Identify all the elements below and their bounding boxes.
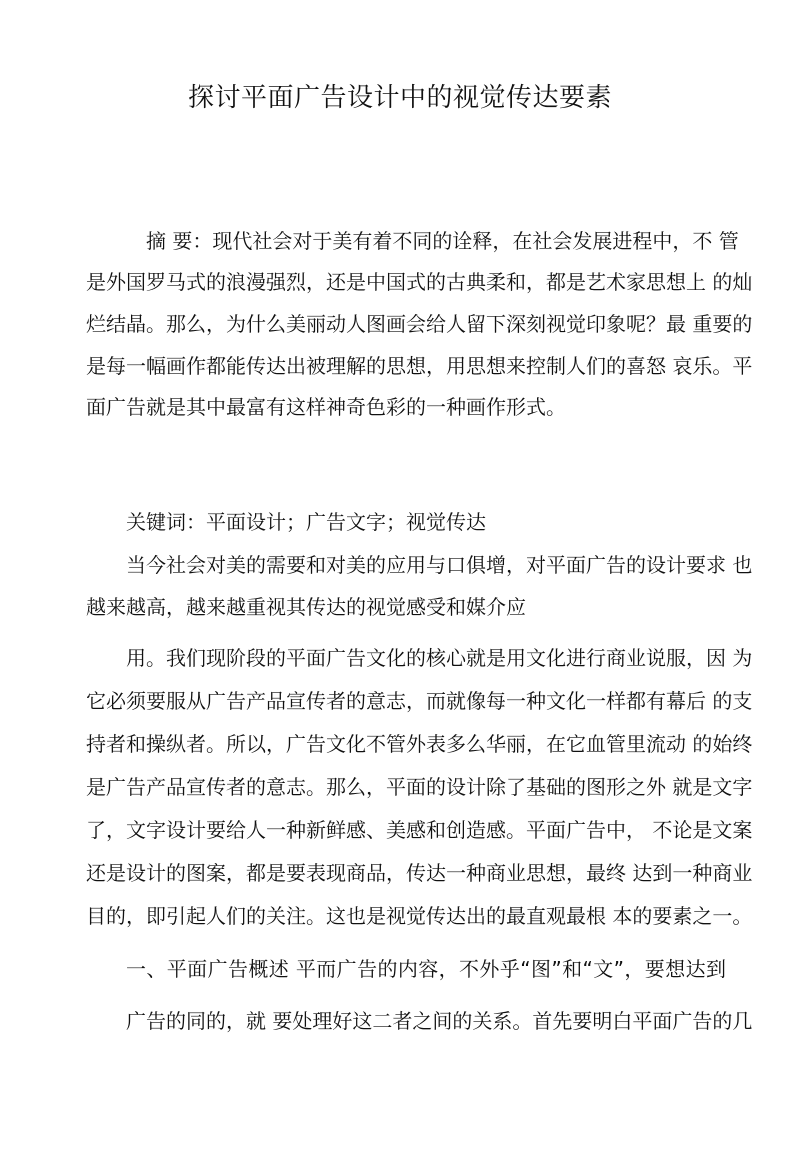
body-line: 当今社会对美的需要和对美的应用与口俱增，对平面广告的设计要求 也 <box>126 553 753 577</box>
keywords: 关键词：平面设计；广告文字；视觉传达 <box>126 510 486 534</box>
body-line: 目的，即引起人们的关注。这也是视觉传达出的最直观最根 本的要素之一。 <box>86 904 753 928</box>
body-line: 越来越高，越来越重视其传达的视觉感受和媒介应 <box>86 595 526 619</box>
abstract-line: 是外国罗马式的浪漫强烈，还是中国式的古典柔和，都是艺术家思想上 的灿 <box>86 270 753 294</box>
body-line: 还是设计的图案，都是要表现商品，传达一种商业思想，最终 达到一种商业 <box>86 861 753 885</box>
abstract-line: 面广告就是其中最富有这样神奇色彩的一种画作形式。 <box>86 395 566 419</box>
body-line: 用。我们现阶段的平面广告文化的核心就是用文化进行商业说服，因 为 <box>126 646 753 670</box>
body-line: 是广告产品宣传者的意志。那么，平面的设计除了基础的图形之外 就是文字 <box>86 775 753 799</box>
abstract-line: 摘 要：现代社会对于美有着不同的诠释，在社会发展进程中，不 管 <box>146 229 739 253</box>
document-title: 探讨平面广告设计中的视觉传达要素 <box>187 83 612 113</box>
abstract-line: 是每一幅画作都能传达出被理解的思想，用思想来控制人们的喜怒 哀乐。平 <box>86 354 753 378</box>
abstract-line: 烂结晶。那么，为什么美丽动人图画会给人留下深刻视觉印象呢？最 重要的 <box>86 312 753 336</box>
body-line: 它必须要服从广告产品宣传者的意志，而就像每一种文化一样都有幕后 的支 <box>86 689 753 713</box>
body-line: 了，文字设计要给人一种新鲜感、美感和创造感。平面广告中， 不论是文案 <box>86 818 753 842</box>
body-line: 广告的同的，就 要处理好这二者之间的关系。首先要明白平面广告的几 <box>126 1009 753 1033</box>
body-line: 持者和操纵者。所以，广告文化不管外表多么华丽，在它血管里流动 的始终 <box>86 732 753 756</box>
section-heading-line: 一、平面广告概述 平而广告的内容，不外乎“图”和“文”，要想达到 <box>126 957 726 981</box>
